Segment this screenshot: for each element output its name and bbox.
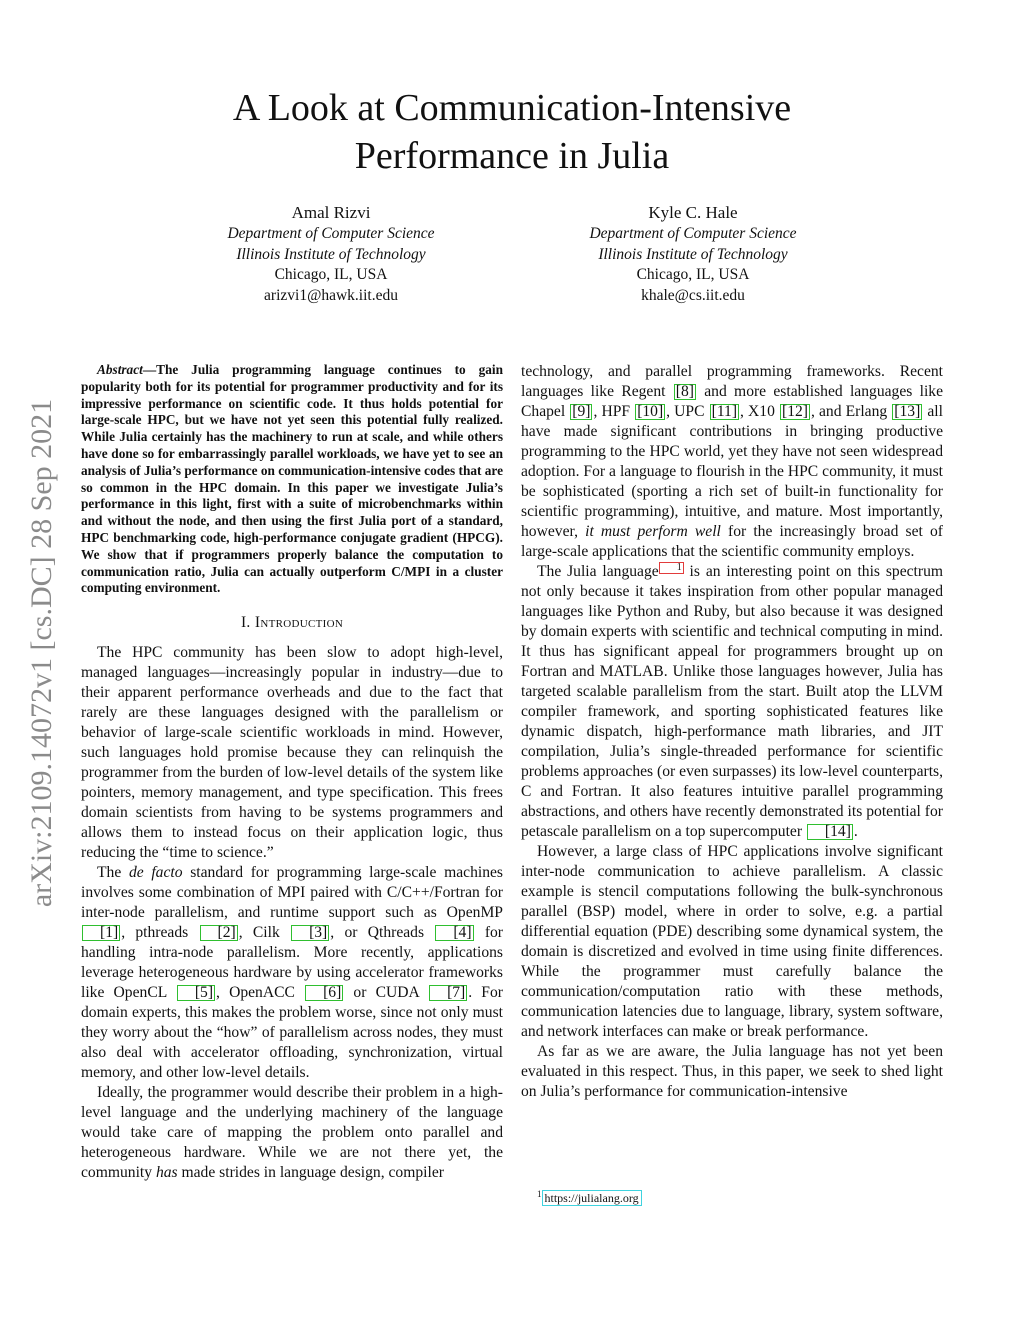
abstract-label: Abstract: [97, 362, 143, 377]
author-institution: Illinois Institute of Technology: [236, 245, 426, 263]
intro-paragraph-2: [81, 863, 503, 1083]
text-run: , pthreads: [121, 924, 199, 942]
text-run: The Julia language: [537, 563, 659, 581]
text-run: technology, and parallel programming frameworks. Recent languages like Regent: [521, 363, 943, 400]
author-institution: Illinois Institute of Technology: [598, 245, 788, 263]
right-column: [521, 362, 943, 1102]
citation-link[interactable]: [3]: [291, 925, 329, 941]
citation-link[interactable]: [10]: [637, 403, 664, 420]
text-run: and more established languages like Chapel: [521, 383, 943, 420]
citation-link[interactable]: [9]: [572, 403, 591, 420]
arxiv-identifier: arXiv:2109.14072v1 [cs.DC] 28 Sep 2021: [25, 398, 58, 908]
footnote-link[interactable]: 1: [659, 562, 684, 574]
text-run: standard for programming large-scale machines involves some combination of MPI paired with C/C++/Fortran for inter-node parallelism, and runtime support such as OpenMP: [81, 864, 503, 922]
author-block-1: [166, 202, 496, 306]
citation-link[interactable]: [8]: [675, 383, 694, 400]
intro-paragraph-6: As far as we are aware, the Julia language has not yet been evaluated in this respect. Thus, in this paper, we seek to shed light on Julia’s performance for communication-intensive: [521, 1043, 943, 1101]
text-run: or CUDA: [344, 984, 429, 1002]
intro-paragraph-3-continued: [521, 362, 943, 562]
text-run: all have made significant contributions in bringing productive programming to the HPC world, yet they have not seen widespread adoption. For a language to flourish in the HPC community, it must be sophisticated (sporting a rich set of built-in functionality for scientific programming), intuitive, and mature. Most importantly, however,: [521, 403, 943, 540]
text-run: , or Qthreads: [330, 924, 435, 942]
left-column: [81, 362, 503, 1183]
text-run: is an interesting point on this spectrum not only because it takes inspiration from other popular managed languages like Python and Ruby, but also because it was designed by domain experts with scientific and technical computing in mind. It thus has significant appeal for programmers brought up on Fortran and MATLAB. Unlike those languages however, Julia has targeted scalable parallelism from the start. Built atop the LLVM compiler framework, and sporting sophisticated features like dynamic dispatch, high-performance math libraries, and JIT compilation, Julia’s single-threaded performance for scientific problems approaches (or even surpasses) its low-level counterparts, C and Fortran. It also features intuitive parallel programming abstractions, and others have recently demonstrated its potential for petascale parallelism on a top supercomputer: [521, 563, 943, 841]
author-email: arizvi1@hawk.iit.edu: [264, 286, 398, 304]
citation-link[interactable]: [4]: [435, 925, 473, 941]
text-run: for handling intra-node parallelism. More recently, applications leverage heterogeneous hardware by using accelerator frameworks like OpenCL: [81, 924, 503, 1002]
paper-title: [112, 84, 912, 180]
intro-paragraph-4: [521, 562, 943, 842]
emphasis: de facto: [128, 864, 183, 882]
citation-link[interactable]: [2]: [200, 925, 238, 941]
text-run: , HPF: [593, 403, 635, 420]
citation-link[interactable]: [13]: [894, 403, 921, 420]
citation-link[interactable]: [11]: [711, 403, 738, 420]
text-run: , X10: [740, 403, 779, 420]
citation-link[interactable]: [7]: [429, 985, 467, 1001]
citation-link[interactable]: [14]: [807, 824, 853, 840]
abstract-text: —The Julia programming language continues to gain popularity both for its potential for programmer productivity and for its impressive performance on scientific code. It thus holds potential for large-scale HPC, but we have not yet seen this potential fully realized. While Julia certainly has the machinery to run at scale, and while others have done so for embarrassingly parallel workloads, we have yet to see an analysis of Julia’s performance on communication-intensive codes that are so common in the HPC domain. In this paper we investigate Julia’s performance in this light, first with a suite of microbenchmarks within and without the node, and then using the first Julia port of a standard, HPC benchmarking code, high-performance conjugate gradient (HPCG). We show that if programmers properly balance the computation to communication ratio, Julia can actually outperform C/MPI in a cluster computing environment.: [81, 362, 503, 596]
text-run: , UPC: [666, 403, 709, 420]
author-block-2: [528, 202, 858, 306]
text-run: Ideally, the programmer would describe their problem in a high-level language and the underlying machinery of the language would take care of mapping the problem onto parallel and heterogeneous hardware. While we are not there yet, the community: [81, 1084, 503, 1182]
text-run: , OpenACC: [216, 984, 305, 1002]
intro-paragraph-5: However, a large class of HPC applications involve significant inter-node communication to achieve parallelism. A classic example is stencil computations following the bulk-synchronous parallel (BSP) model, where in order to solve, e.g. a partial differential equation (PDE) describing some dynamical system, the domain is discretized and evolved in time using finite differences. While the programmer must carefully balance the communication/computation ratio with these methods, communication latencies due to language, library, system software, and network interfaces can make or break performance.: [521, 843, 943, 1041]
author-email: khale@cs.iit.edu: [641, 286, 745, 304]
intro-paragraph-3: [81, 1083, 503, 1183]
intro-paragraph-1: The HPC community has been slow to adopt high-level, managed languages—increasingly popular in industry—due to their apparent performance overheads and due to the fact that rarely are these languages designed with the parallelism or behavior of large-scale scientific workloads in mind. However, such languages hold promise because they can relinquish the programmer from the burden of low-level details of the system like pointers, memory management, and type specification. This frees domain scientists from having to be systems programmers and allows them to instead focus on their application logic, thus reducing the “time to science.”: [81, 644, 503, 862]
title-line-1: A Look at Communication-Intensive: [232, 87, 792, 129]
citation-link[interactable]: [1]: [82, 925, 120, 941]
citation-link[interactable]: [6]: [305, 985, 343, 1001]
text-run: . For domain experts, this makes the problem worse, since not only must they worry about the “how” of parallelism across nodes, they must also deal with accelerator offloading, synchronization, virtual memory, and other low-level details.: [81, 984, 503, 1082]
section-heading-introduction: I. Introduction: [240, 614, 344, 632]
footnote-url-link[interactable]: https://julialang.org: [542, 1190, 642, 1206]
emphasis: it must perform well: [585, 523, 721, 540]
author-department: Department of Computer Science: [589, 225, 797, 242]
author-name: Amal Rizvi: [291, 203, 371, 222]
text-run: .: [853, 823, 858, 841]
emphasis: has: [155, 1164, 178, 1182]
text-run: , Cilk: [238, 924, 291, 942]
author-department: Department of Computer Science: [227, 225, 435, 242]
author-city: Chicago, IL, USA: [274, 266, 388, 283]
footnote-number: 1: [537, 1189, 542, 1199]
citation-link[interactable]: [5]: [177, 985, 215, 1001]
abstract: [81, 362, 503, 597]
author-name: Kyle C. Hale: [648, 203, 738, 222]
title-line-2: Performance in Julia: [354, 135, 670, 177]
citation-link[interactable]: [12]: [782, 403, 808, 420]
text-run: The: [97, 864, 129, 882]
footnote: [537, 1186, 642, 1206]
author-city: Chicago, IL, USA: [636, 266, 750, 283]
text-run: for the increasingly broad set of large-scale applications that the scientific community employs.: [521, 523, 943, 560]
text-run: , and Erlang: [810, 403, 892, 420]
text-run: made strides in language design, compiler: [177, 1164, 444, 1182]
